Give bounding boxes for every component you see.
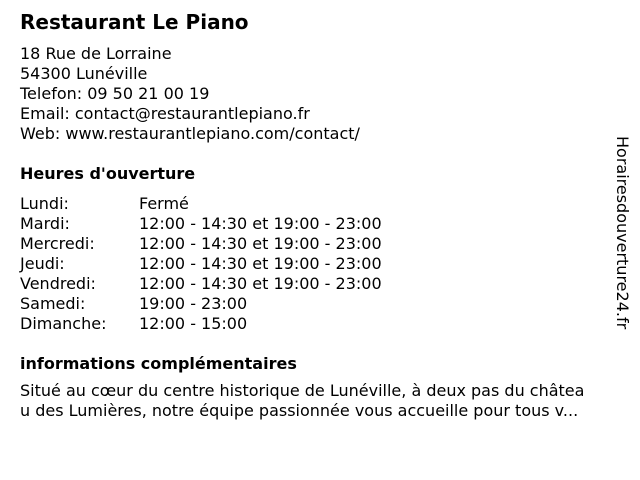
hours-row-sunday [20, 314, 440, 334]
info-heading: informations complémentaires [20, 354, 297, 373]
hours-day: Jeudi: [20, 254, 65, 273]
hours-row-monday [20, 194, 440, 214]
hours-heading: Heures d'ouverture [20, 164, 196, 183]
hours-time: 12:00 - 14:30 et 19:00 - 23:00 [139, 214, 382, 233]
hours-time: 12:00 - 14:30 et 19:00 - 23:00 [139, 274, 382, 293]
hours-time: 19:00 - 23:00 [139, 294, 248, 313]
hours-day: Mercredi: [20, 234, 95, 253]
hours-day: Dimanche: [20, 314, 107, 333]
hours-row-thursday [20, 254, 440, 274]
info-line-1: Situé au cœur du centre historique de Lunéville, à deux pas du châtea [20, 381, 585, 400]
hours-day: Lundi: [20, 194, 69, 213]
hours-time: 12:00 - 14:30 et 19:00 - 23:00 [139, 234, 382, 253]
hours-time: Fermé [139, 194, 189, 213]
hours-day: Vendredi: [20, 274, 96, 293]
hours-row-wednesday [20, 234, 440, 254]
hours-day: Samedi: [20, 294, 86, 313]
watermark-site: Horairesdouverture24.fr [613, 136, 632, 330]
email-address: Email: contact@restaurantlepiano.fr [20, 104, 310, 123]
hours-table [20, 194, 440, 334]
info-line-2: u des Lumières, notre équipe passionnée vous accueille pour tous v... [20, 401, 579, 420]
hours-row-saturday [20, 294, 440, 314]
hours-time: 12:00 - 15:00 [139, 314, 248, 333]
restaurant-name: Restaurant Le Piano [20, 10, 249, 34]
hours-day: Mardi: [20, 214, 70, 233]
hours-row-friday [20, 274, 440, 294]
hours-time: 12:00 - 14:30 et 19:00 - 23:00 [139, 254, 382, 273]
info-description [20, 381, 632, 421]
website-url: Web: www.restaurantlepiano.com/contact/ [20, 124, 360, 143]
contact-block [20, 44, 360, 144]
address-city: 54300 Lunéville [20, 64, 148, 83]
hours-row-tuesday [20, 214, 440, 234]
phone-number: Telefon: 09 50 21 00 19 [20, 84, 210, 103]
address-street: 18 Rue de Lorraine [20, 44, 172, 63]
